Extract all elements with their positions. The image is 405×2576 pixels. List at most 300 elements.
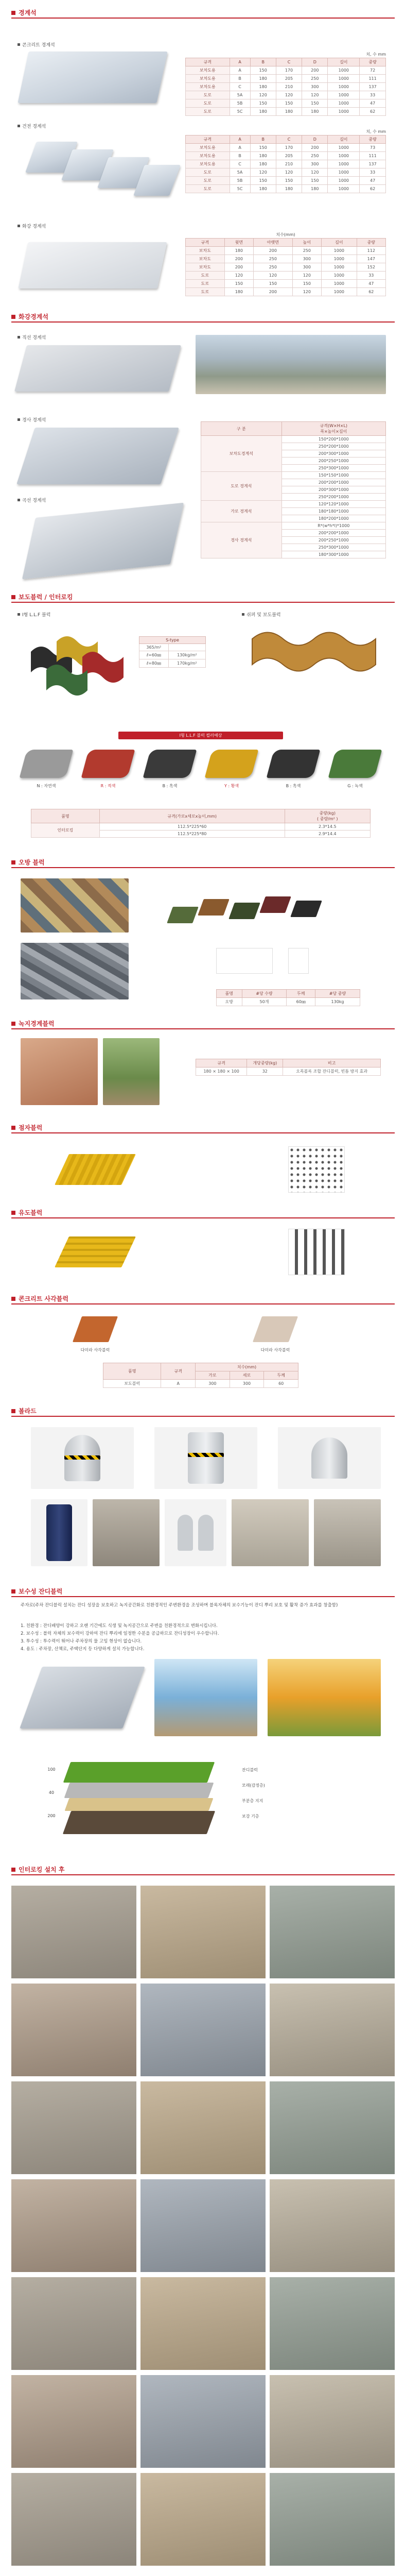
- table-header-row: [186, 58, 386, 66]
- divider: [11, 1596, 395, 1597]
- sub-title-granite-1: 직선 경계석: [17, 334, 46, 341]
- table-cell: 도로: [186, 108, 230, 116]
- table-cell: 137: [360, 160, 386, 168]
- table-group-cell: 보차도경계석: [201, 436, 282, 472]
- table-cell: 33: [357, 272, 385, 280]
- bullet-icon: [11, 315, 15, 319]
- table-cell: 250*300*1000: [281, 465, 385, 472]
- sub-title-granite-2: 경사 경계석: [17, 416, 46, 423]
- eco-intro: 주자로(주차 잔디블럭 설치는 잔디 성장을 보호하고 녹지공간화로 친환경적인 주변환경을 조성하며 블록자체의 보수기능이 잔디 뿌리 보호 및 활착 증가 효과를 창출함): [21, 1603, 338, 1608]
- bullet-icon: [11, 11, 15, 15]
- table-header-cell: 규격: [186, 239, 225, 247]
- table-cell: 1000: [328, 99, 360, 108]
- table-row: [186, 160, 386, 168]
- divider: [11, 18, 395, 19]
- table-cell: 210: [276, 160, 302, 168]
- table-cell: 200: [254, 288, 293, 296]
- unit-label: 치, 수 mm: [366, 129, 386, 134]
- installation-photo: [11, 2179, 136, 2272]
- sub-title-curb-3: 화강 경계석: [17, 223, 46, 229]
- table-header-cell: D: [302, 58, 328, 66]
- table-row: [103, 1380, 298, 1388]
- table-cell: R*(w*h*l)*1000: [281, 522, 385, 530]
- table-cell: 180 × 180 × 100: [196, 1067, 247, 1076]
- sub-title-curb-2: 건전 경계석: [17, 123, 46, 129]
- table-cell: 47: [357, 280, 385, 288]
- table-header-row: [196, 1059, 381, 1067]
- layer-sand: [64, 1798, 213, 1811]
- paver-color-label: Y : 황색: [224, 784, 239, 788]
- paver-color-swatch: [205, 750, 259, 778]
- installation-photo: [11, 2375, 136, 2468]
- table-cell: 1000: [322, 280, 357, 288]
- table-cell: 1000: [328, 185, 360, 193]
- bollard-navy: [46, 1504, 72, 1561]
- bollard-small-1: [178, 1515, 193, 1551]
- bullet-icon: [242, 613, 244, 616]
- table-cell: 2.9*14.4: [285, 831, 370, 838]
- table-header-cell: A: [230, 135, 250, 144]
- table-cell: 200: [224, 263, 253, 272]
- installation-photo: [11, 2081, 136, 2174]
- table-cell: 180: [250, 83, 276, 91]
- bullet-icon: [17, 418, 20, 421]
- table-cell: 120: [276, 91, 302, 99]
- table-header-cell: 규격(가로x세로x높이,mm): [99, 809, 285, 823]
- color-tile-green: [167, 907, 199, 923]
- bullet-icon: [17, 43, 20, 46]
- table-cell: 170: [276, 66, 302, 75]
- table-cell: 250: [254, 255, 293, 263]
- table-cell: 120: [224, 272, 253, 280]
- table-cell: 150: [276, 177, 302, 185]
- paver-color-swatch: [143, 750, 197, 778]
- bullet-icon: [11, 860, 15, 865]
- table-row: [186, 152, 386, 160]
- table-cell: 1000: [328, 108, 360, 116]
- table-cell: 112: [357, 247, 385, 255]
- table-header-cell: 길이: [328, 135, 360, 144]
- table-cell: C: [230, 160, 250, 168]
- table-row: [139, 644, 206, 651]
- table-cell: 1000: [328, 160, 360, 168]
- eco-point: 3. 투수성 : 투수력이 뛰어나 주차장의 물 고임 현상이 없습니다.: [21, 1639, 142, 1644]
- installation-photo: [270, 1886, 395, 1978]
- table-header-cell: B: [250, 58, 276, 66]
- table-cell: 250: [302, 75, 328, 83]
- installation-photo: [140, 1886, 266, 1978]
- table-header-cell: B: [250, 135, 276, 144]
- installation-photo: [140, 2473, 266, 2566]
- table-cell: 250*200*1000: [281, 443, 385, 450]
- table-header-cell: 가로: [196, 1371, 230, 1380]
- bollard-stripe: [64, 1455, 100, 1460]
- bollard-small-2: [198, 1515, 214, 1551]
- table-cell: 보차도용: [186, 160, 230, 168]
- table-cell: 1000: [328, 83, 360, 91]
- table-cell: 보차도용: [186, 83, 230, 91]
- paver-color-swatch: [20, 750, 74, 778]
- table-row: [201, 522, 386, 530]
- table-header-cell: 두께: [264, 1371, 298, 1380]
- section-title-granite: 화강경계석: [11, 312, 48, 321]
- table-cell: 47: [360, 177, 386, 185]
- installation-photo: [270, 2179, 395, 2272]
- color-tile-brown: [198, 899, 230, 916]
- table-group-cell: 가로 경계석: [201, 501, 282, 522]
- color-block-image-2: [21, 943, 129, 999]
- table-cell: 180*300*1000: [281, 551, 385, 558]
- curb-table-3: [185, 238, 386, 296]
- installation-photo: [270, 2473, 395, 2566]
- table-header-sub: 폭×높이×길이: [320, 429, 347, 434]
- divider: [11, 321, 395, 323]
- table-cell: 1000: [328, 144, 360, 152]
- table-header-cell: 윗면: [224, 239, 253, 247]
- table-cell: 200*300*1000: [281, 450, 385, 457]
- table-cell: 보차도: [186, 247, 225, 255]
- table-row: [186, 108, 386, 116]
- table-cell: 147: [357, 255, 385, 263]
- table-row: [186, 288, 386, 296]
- table-row: [186, 91, 386, 99]
- table-cell: 200*250*1000: [281, 537, 385, 544]
- color-block-table: [216, 989, 360, 1006]
- table-cell: 200: [254, 247, 293, 255]
- table-cell: 32: [247, 1067, 283, 1076]
- sub-title-paver-2: 쉬퍼 및 보도블럭: [242, 611, 281, 618]
- table-cell: 250*300*1000: [281, 544, 385, 551]
- table-cell: 1000: [322, 263, 357, 272]
- table-cell: 도로: [186, 280, 225, 288]
- paver-spec-table: [31, 809, 371, 838]
- eco-layer-label: 보강 기층: [242, 1814, 259, 1819]
- table-cell: 1000: [328, 152, 360, 160]
- table-cell: 300: [196, 1380, 230, 1388]
- table-row: [186, 75, 386, 83]
- table-cell: 1000: [322, 272, 357, 280]
- table-cell: 1000: [328, 177, 360, 185]
- table-cell: 33: [360, 168, 386, 177]
- table-header-cell: 길이: [322, 239, 357, 247]
- table-cell: 200*200*1000: [281, 530, 385, 537]
- interlocking-pavers-image: [21, 621, 134, 698]
- section-title-green-curb: 녹지경계블럭: [11, 1019, 55, 1028]
- table-cell: 250: [254, 263, 293, 272]
- table-cell: 150*150*1000: [281, 472, 385, 479]
- sub-title-paver-1: I형 L.L.F 블럭: [17, 611, 50, 618]
- table-cell: 200: [302, 144, 328, 152]
- paver-color-label: B : 흑색: [162, 784, 178, 788]
- table-header-cell: 아랫면: [254, 239, 293, 247]
- table-cell: 62: [360, 185, 386, 193]
- table-header-cell: 중량(kg) ( 중량/m² ): [285, 809, 370, 823]
- eco-point: 1. 친환경 : 잔디배양이 강하고 오랜 기간에도 식생 및 녹지공간으로 주변을 친환경적으로 변화시킵니다.: [21, 1623, 218, 1629]
- table-row: [186, 177, 386, 185]
- section-title-interlock-after: 인터로킹 설치 후: [11, 1865, 65, 1874]
- curb-table-1: [185, 58, 386, 116]
- eco-layer-label: 모래(감정층): [242, 1783, 265, 1788]
- unit-label: 치수(mm): [276, 232, 295, 237]
- table-row: [31, 823, 371, 831]
- table-cell: 60: [264, 1380, 298, 1388]
- installation-photo: [140, 2081, 266, 2174]
- table-header-cell: 품명: [217, 990, 242, 998]
- table-cell: 120: [292, 288, 321, 296]
- table-cell: 도로: [186, 91, 230, 99]
- table-cell: 2.3*14.5: [285, 823, 370, 831]
- table-cell: 180: [224, 247, 253, 255]
- table-row: [186, 83, 386, 91]
- paver-color-swatch: [328, 750, 382, 778]
- table-cell: 1000: [322, 288, 357, 296]
- installation-photo: [270, 2277, 395, 2370]
- divider: [11, 602, 395, 603]
- table-header-cell: 규격: [186, 58, 230, 66]
- table-header-cell: 품명: [103, 1363, 161, 1380]
- wave-paver-image: [247, 623, 381, 680]
- eco-layer-label: 잔디블럭: [242, 1768, 258, 1772]
- table-cell: 보차도용: [186, 66, 230, 75]
- installation-photo: [11, 1886, 136, 1978]
- table-header-sub: ( 중량/m² ): [317, 817, 338, 821]
- temperature-effect-diagram: [268, 1659, 381, 1736]
- table-cell: 50개: [242, 998, 287, 1006]
- table-header-cell: 중량: [360, 58, 386, 66]
- water-retention-diagram: [154, 1659, 257, 1736]
- straight-curb-image: [14, 345, 181, 392]
- divider: [11, 1303, 395, 1304]
- table-cell: 180: [224, 288, 253, 296]
- divider: [11, 1028, 395, 1029]
- eco-point: 4. 용도 : 주차장, 산책로, 주택단지 등 다양하게 설치 가능합니다.: [21, 1647, 145, 1652]
- table-cell: 1000: [328, 168, 360, 177]
- section-title-paver: 보도블럭 / 인터로킹: [11, 592, 73, 601]
- table-cell: A: [230, 144, 250, 152]
- table-cell: 180: [302, 108, 328, 116]
- table-cell: 300: [302, 160, 328, 168]
- installation-photo: [270, 2081, 395, 2174]
- table-cell: 300: [292, 255, 321, 263]
- table-cell: 180*200*1000: [281, 515, 385, 522]
- table-cell: 150*200*1000: [281, 436, 385, 443]
- installation-photo: [11, 2277, 136, 2370]
- table-header-cell: 중량: [360, 135, 386, 144]
- green-curb-photo: [103, 1038, 160, 1105]
- bullet-icon: [11, 1589, 15, 1594]
- table-cell: 오목볼록 조합 잔디블럭, 빈틈 방지 효과: [283, 1067, 381, 1076]
- table-cell: 1000: [328, 75, 360, 83]
- table-cell: 150: [250, 99, 276, 108]
- bullet-icon: [17, 499, 20, 501]
- table-row: [186, 66, 386, 75]
- table-group-cell: 인터로킹: [31, 823, 100, 838]
- bullet-icon: [11, 1409, 15, 1413]
- bollard-photo-5: [165, 1499, 226, 1566]
- paver-red: [82, 652, 124, 683]
- table-cell: 보차도: [186, 255, 225, 263]
- color-tile-red: [259, 896, 291, 913]
- bullet-icon: [11, 1868, 15, 1872]
- table-cell: B: [230, 152, 250, 160]
- table-cell: 150: [224, 280, 253, 288]
- table-cell: 111: [360, 152, 386, 160]
- table-row: [186, 272, 386, 280]
- bollard-street-photo-2: [232, 1499, 309, 1566]
- bullet-icon: [11, 1126, 15, 1130]
- table-cell: A: [161, 1380, 196, 1388]
- guide-block-image: [55, 1236, 136, 1267]
- table-cell: 120: [276, 168, 302, 177]
- table-cell: 180: [250, 75, 276, 83]
- section-title-concrete-square: 콘크리트 사각블럭: [11, 1294, 68, 1303]
- table-cell: 5C: [230, 185, 250, 193]
- table-cell: 205: [276, 152, 302, 160]
- installation-photo: [140, 2179, 266, 2272]
- table-header-cell: 세로: [230, 1371, 264, 1380]
- table-cell: 180: [302, 185, 328, 193]
- table-cell: 300: [302, 83, 328, 91]
- table-cell: 1000: [322, 247, 357, 255]
- table-row: [201, 472, 386, 479]
- installation-photo: [140, 2277, 266, 2370]
- concrete-caption-2: 다미라 사각블럭: [260, 1348, 290, 1352]
- bullet-icon: [11, 1211, 15, 1215]
- table-cell: 112.5*225*60: [99, 823, 285, 831]
- paver-color-label: G : 녹색: [347, 784, 363, 788]
- table-header-row: [217, 990, 360, 998]
- table-row: [201, 436, 386, 443]
- table-header-row: [186, 239, 386, 247]
- divider: [11, 867, 395, 868]
- table-cell: 150: [302, 99, 328, 108]
- table-cell: 180: [250, 185, 276, 193]
- table-cell: A: [230, 66, 250, 75]
- red-square-block-image: [73, 1316, 118, 1342]
- sub-title-curb-1: 콘크리트 경계석: [17, 41, 55, 48]
- table-group-cell: 도로 경계석: [201, 472, 282, 501]
- bullet-icon: [17, 613, 20, 616]
- concrete-curb-image: [17, 52, 167, 103]
- table-cell: 112.5*225*80: [99, 831, 285, 838]
- table-header-cell: 규격(W×H×L) 폭×높이×길이: [281, 422, 385, 436]
- table-header-cell: 규격: [161, 1363, 196, 1380]
- granite-spec-table: [201, 421, 386, 558]
- layer-base: [63, 1811, 215, 1834]
- table-header-row: [186, 135, 386, 144]
- bollard-round: [311, 1437, 347, 1479]
- table-cell: ℓ=60㎜: [139, 651, 169, 659]
- table-cell: ℓ=80㎜: [139, 659, 169, 668]
- installation-photo: [11, 2473, 136, 2566]
- table-cell: C: [230, 83, 250, 91]
- table-cell: 250*200*1000: [281, 494, 385, 501]
- bullet-icon: [11, 595, 15, 599]
- table-row: [201, 501, 386, 508]
- section-title-bollard: 볼라드: [11, 1406, 37, 1415]
- divider: [11, 1217, 395, 1218]
- installation-photo: [140, 2375, 266, 2468]
- table-header-cell: 구 분: [201, 422, 282, 436]
- section-title-color-block: 오방 블럭: [11, 858, 45, 867]
- table-cell: 5B: [230, 177, 250, 185]
- section-title-eco: 보수성 잔디블럭: [11, 1587, 62, 1596]
- paver-color-swatch: [81, 750, 135, 778]
- table-cell: 5B: [230, 99, 250, 108]
- bullet-icon: [17, 125, 20, 127]
- table-row: [186, 255, 386, 263]
- table-header-cell: 비고: [283, 1059, 381, 1067]
- table-cell: 도로: [186, 99, 230, 108]
- section-title-braille: 점자블럭: [11, 1123, 42, 1132]
- eco-dimension-label: 40: [48, 1790, 55, 1795]
- table-cell: 72: [360, 66, 386, 75]
- table-cell: [168, 644, 205, 651]
- paver-color-swatch: [267, 750, 321, 778]
- color-tile-darkgreen: [228, 903, 260, 919]
- color-tile-black: [290, 901, 322, 917]
- installation-photo: [270, 1984, 395, 2076]
- table-row: [139, 659, 206, 668]
- green-curb-image: [21, 1038, 98, 1105]
- eco-dimension-label: 100: [47, 1767, 56, 1772]
- table-cell: 300: [292, 263, 321, 272]
- table-row: [186, 280, 386, 288]
- concrete-caption-1: 다미라 사각블럭: [80, 1348, 110, 1352]
- table-header-cell: 중량: [357, 239, 385, 247]
- table-header-cell: #당 수량: [242, 990, 287, 998]
- paver-color-label: R : 적색: [100, 784, 116, 788]
- granite-curb-image: [18, 242, 167, 289]
- divider: [11, 1416, 395, 1417]
- curb-table-2: [185, 135, 386, 193]
- color-banner: I형 L.L.F 블럭 컬러예상: [118, 732, 283, 739]
- table-header-cell: 높이: [292, 239, 321, 247]
- table-cell: 1000: [328, 66, 360, 75]
- divider: [11, 1132, 395, 1133]
- curve-curb-image: [22, 503, 184, 580]
- table-cell: 150: [276, 99, 302, 108]
- slope-curb-image: [16, 428, 179, 484]
- table-cell: 150: [302, 177, 328, 185]
- table-cell: 150: [292, 280, 321, 288]
- table-cell: 120*120*1000: [281, 501, 385, 508]
- table-cell: 오방: [217, 998, 242, 1006]
- table-cell: 보도블럭: [103, 1380, 161, 1388]
- table-cell: 137: [360, 83, 386, 91]
- table-header-cell: 규격: [196, 1059, 247, 1067]
- installation-photo: [270, 2375, 395, 2468]
- table-header-row: [31, 809, 371, 823]
- table-group-cell: 경사 경계석: [201, 522, 282, 558]
- table-cell: 33: [360, 91, 386, 99]
- table-header-cell: #당 중량: [315, 990, 360, 998]
- table-row: [196, 1067, 381, 1076]
- concrete-square-table: [103, 1363, 298, 1388]
- table-cell: 365/m²: [139, 644, 169, 651]
- table-header-row: [139, 637, 206, 644]
- table-header-cell: 두께: [287, 990, 315, 998]
- table-cell: 도로: [186, 177, 230, 185]
- eco-dimension-label: 200: [47, 1814, 56, 1818]
- table-cell: 205: [276, 75, 302, 83]
- table-cell: 62: [360, 108, 386, 116]
- table-header-cell: 길이: [328, 58, 360, 66]
- curb-installation-photo: [196, 335, 386, 394]
- table-cell: 120: [292, 272, 321, 280]
- table-cell: 120: [302, 168, 328, 177]
- section-title-guide: 유도블럭: [11, 1208, 42, 1217]
